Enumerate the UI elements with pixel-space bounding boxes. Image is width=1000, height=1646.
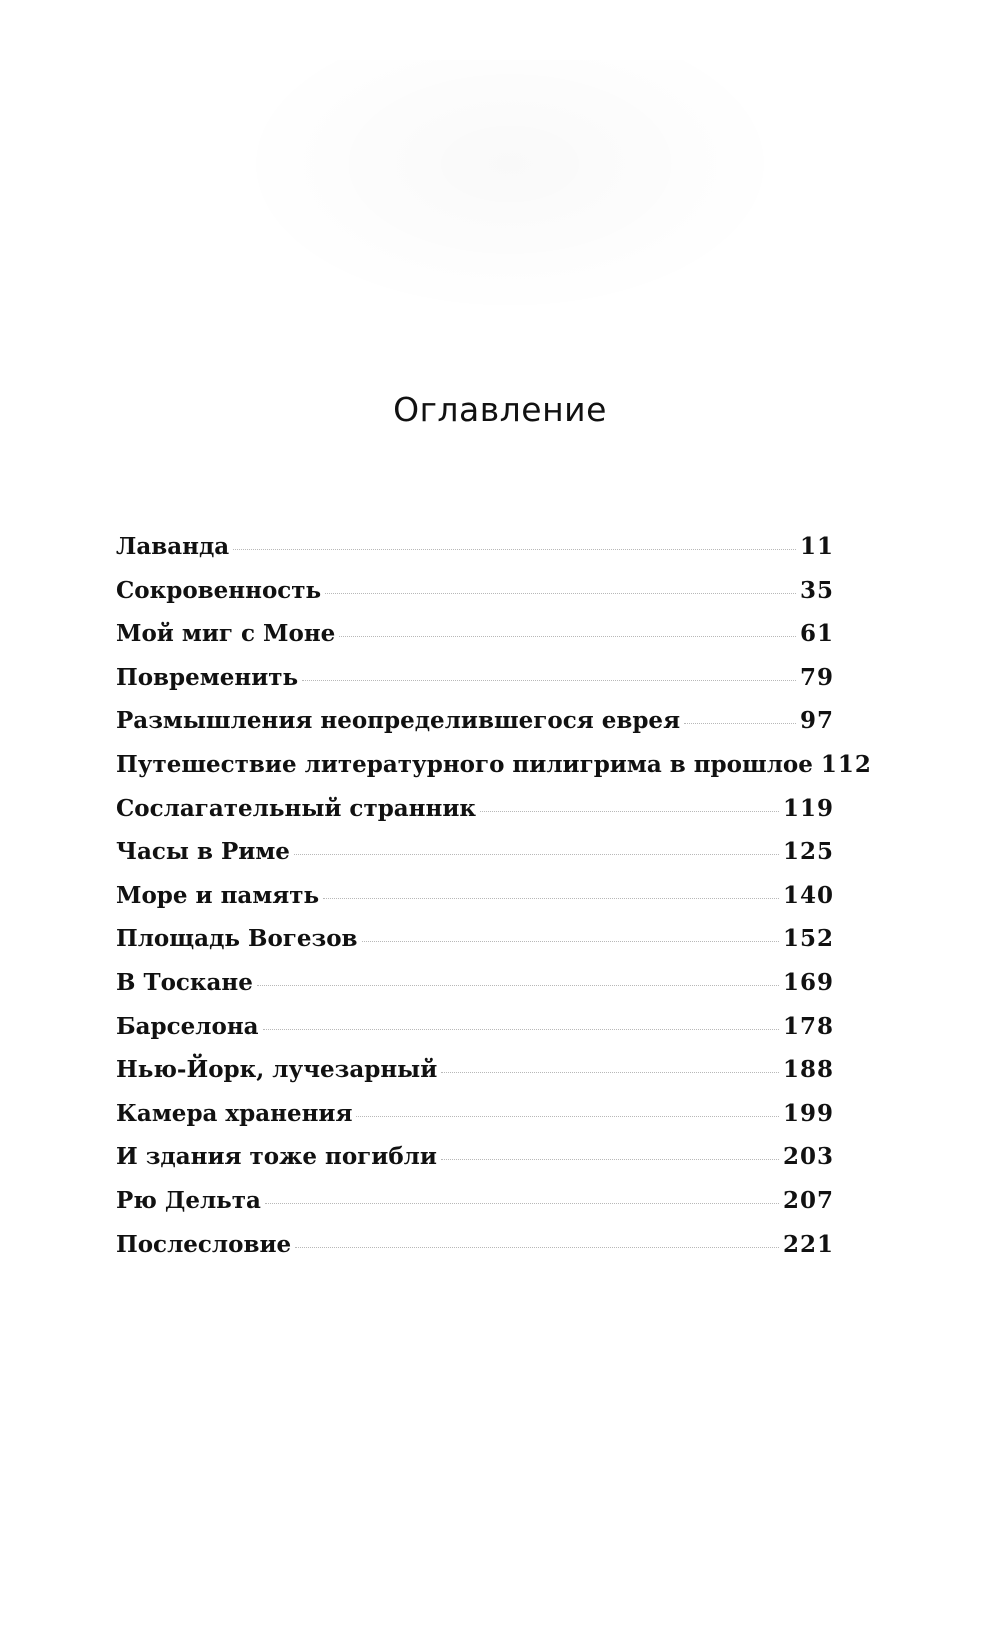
toc-entry-title: Море и память (116, 881, 320, 909)
toc-entry-page: 97 (799, 707, 834, 735)
dot-leader (441, 1071, 779, 1073)
toc-entry-title: Путешествие литературного пилигрима в прошлое (116, 750, 813, 778)
toc-entry-page: 112 (820, 750, 872, 778)
toc-entry (116, 1100, 834, 1144)
toc-entry-title: Сослагательный странник (116, 794, 477, 822)
toc-entry (116, 795, 834, 839)
toc-entry (116, 882, 834, 926)
toc-entry (116, 664, 834, 708)
toc-entry-page: 207 (782, 1186, 834, 1214)
dot-leader (325, 592, 796, 594)
toc-entry (116, 969, 834, 1013)
toc-entry-page: 152 (782, 925, 834, 953)
dot-leader (233, 548, 796, 550)
toc-entry (116, 1056, 834, 1100)
toc-entry-page: 221 (782, 1230, 834, 1258)
toc-entry-title: В Тоскане (116, 968, 253, 996)
toc-entry (116, 707, 834, 751)
toc-entry-page: 79 (799, 663, 834, 691)
toc-entry-title: Часы в Риме (116, 838, 290, 866)
toc-entry-page: 169 (782, 968, 834, 996)
dot-leader (480, 810, 779, 812)
dot-leader (257, 984, 779, 986)
dot-leader (684, 722, 796, 724)
dot-leader (362, 940, 779, 942)
dot-leader (263, 1028, 779, 1030)
toc-entry (116, 1231, 834, 1275)
toc-entry (116, 533, 834, 577)
toc-entry (116, 1143, 834, 1187)
toc-entry (116, 1187, 834, 1231)
toc-entry-page: 140 (782, 881, 834, 909)
toc-entry-title: Площадь Вогезов (116, 925, 358, 953)
toc-entry (116, 750, 872, 795)
toc-entry-title: Послесловие (116, 1230, 292, 1258)
toc-entry-title: Лаванда (116, 533, 230, 560)
toc-entry (116, 620, 834, 664)
toc-entry-page: 125 (782, 838, 834, 866)
dot-leader (441, 1158, 779, 1160)
table-of-contents (116, 533, 872, 1274)
toc-entry-page: 61 (799, 620, 834, 648)
toc-entry (116, 577, 834, 621)
page-title: Оглавление (393, 390, 607, 429)
toc-entry-page: 119 (782, 794, 834, 822)
toc-entry-page: 11 (799, 533, 834, 560)
dot-leader (294, 853, 779, 855)
toc-entry-page: 178 (782, 1012, 834, 1040)
toc-entry-title: Повременить (116, 663, 299, 691)
toc-entry-title: Камера хранения (116, 1099, 353, 1127)
toc-entry-title: Барселона (116, 1012, 259, 1040)
toc-entry-page: 203 (782, 1143, 834, 1171)
toc-entry-title: Рю Дельта (116, 1186, 261, 1214)
dot-leader (339, 635, 796, 637)
toc-entry-title: Нью-Йорк, лучезарный (116, 1056, 438, 1084)
show-through-background (230, 60, 790, 320)
toc-entry-page: 199 (782, 1099, 834, 1127)
dot-leader (323, 897, 779, 899)
dot-leader (302, 679, 796, 681)
dot-leader (295, 1246, 779, 1248)
dot-leader (265, 1202, 779, 1204)
toc-entry-title: Размышления неопределившегося еврея (116, 707, 681, 735)
toc-entry-title: Мой миг с Моне (116, 620, 336, 648)
toc-entry-title: Сокровенность (116, 576, 322, 604)
toc-entry (116, 1013, 834, 1057)
toc-entry (116, 838, 834, 882)
dot-leader (356, 1115, 779, 1117)
toc-entry (116, 925, 834, 969)
toc-entry-title: И здания тоже погибли (116, 1143, 437, 1171)
toc-entry-page: 35 (799, 576, 834, 604)
toc-entry-page: 188 (782, 1056, 834, 1084)
